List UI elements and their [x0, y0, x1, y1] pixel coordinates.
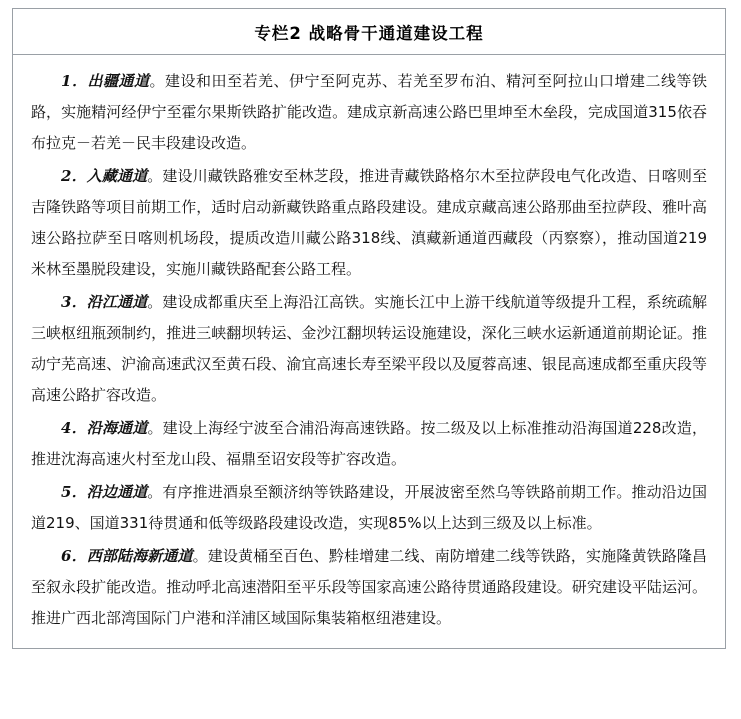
paragraph-lead-in: 6．西部陆海新通道 [61, 547, 193, 565]
paragraph-4: 4．沿海通道。建设上海经宁波至合浦沿海高速铁路。按二级及以上标准推动沿海国道228改造，推进沈海高速火村至龙山段、福鼎至诏安段等扩容改造。 [31, 419, 707, 468]
page-title: 专栏2 战略骨干通道建设工程 [254, 24, 484, 43]
feature-box [12, 8, 726, 649]
paragraph-6: 6．西部陆海新通道。建设黄桶至百色、黔桂增建二线、南防增建二线等铁路，实施隆黄铁路隆昌至叙永段扩能改造。推动呼北高速潜阳至平乐段等国家高速公路待贯通路段建设。研究建设平陆运河。推进广西北部湾国际门户港和洋浦区域国际集装箱枢纽港建设。 [31, 547, 707, 627]
paragraph-lead-in: 2．入藏通道 [61, 167, 148, 185]
paragraph-lead-in: 3．沿江通道 [61, 293, 148, 311]
box-title-bar [13, 9, 725, 55]
paragraph-lead-in: 4．沿海通道 [61, 419, 148, 437]
paragraph-3: 3．沿江通道。建设成都重庆至上海沿江高铁。实施长江中上游干线航道等级提升工程，系统疏解三峡枢纽瓶颈制约，推进三峡翻坝转运、金沙江翻坝转运设施建设，深化三峡水运新通道前期论证。推动宁芜高速、沪渝高速武汉至黄石段、渝宜高速长寿至梁平段以及厦蓉高速、银昆高速成都至重庆段等高速公路扩容改造。 [31, 293, 707, 404]
box-body [13, 55, 725, 648]
paragraph-5: 5．沿边通道。有序推进酒泉至额济纳等铁路建设，开展波密至然乌等铁路前期工作。推动沿边国道219、国道331待贯通和低等级路段建设改造，实现85%以上达到三级及以上标准。 [31, 483, 707, 532]
paragraph-lead-in: 1．出疆通道 [61, 72, 150, 90]
paragraph-lead-in: 5．沿边通道 [61, 483, 148, 501]
paragraph-1: 1．出疆通道。建设和田至若羌、伊宁至阿克苏、若羌至罗布泊、精河至阿拉山口增建二线等铁路，实施精河经伊宁至霍尔果斯铁路扩能改造。建成京新高速公路巴里坤至木垒段，完成国道315依吞布拉克－若羌－民丰段建设改造。 [31, 72, 707, 152]
paragraph-2: 2．入藏通道。建设川藏铁路雅安至林芝段，推进青藏铁路格尔木至拉萨段电气化改造、日喀则至吉隆铁路等项目前期工作，适时启动新藏铁路重点路段建设。建成京藏高速公路那曲至拉萨段、雅叶高速公路拉萨至日喀则机场段，提质改造川藏公路318线、滇藏新通道西藏段（丙察察），推动国道219米林至墨脱段建设，实施川藏铁路配套公路工程。 [31, 167, 707, 278]
